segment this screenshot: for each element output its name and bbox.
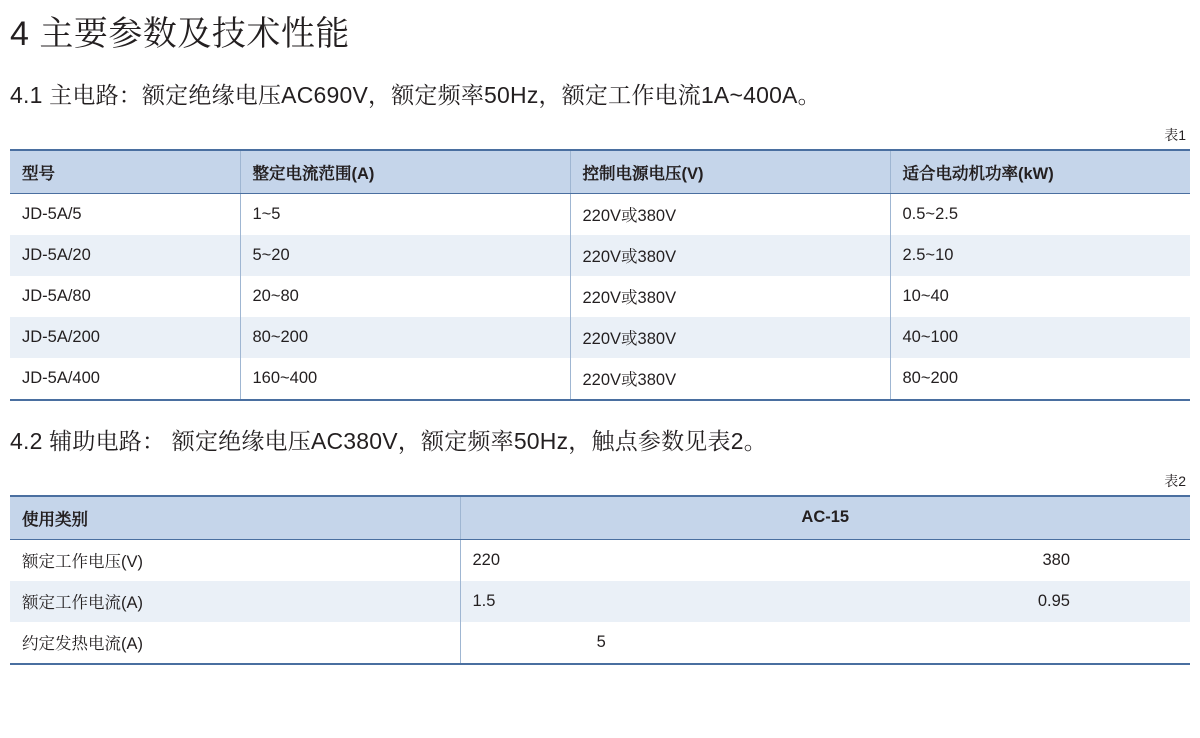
document-page (0, 14, 1200, 738)
table-row (10, 581, 1190, 622)
table1-cell-model: JD-5A/200 (10, 317, 240, 358)
table-row (10, 235, 1190, 276)
table1-header-cell: 控制电源电压(V) (570, 150, 890, 194)
table1-cell-model: JD-5A/20 (10, 235, 240, 276)
table2-cell-label: 额定工作电压(V) (10, 539, 460, 581)
table2-value-single: 5 (596, 632, 606, 651)
table1-cell-current-range: 5~20 (240, 235, 570, 276)
table2-value-left: 220 (472, 550, 501, 569)
table2-cell-label: 约定发热电流(A) (10, 622, 460, 664)
table1-cell-model: JD-5A/5 (10, 193, 240, 235)
table2-header-row (10, 496, 1190, 540)
table1-cell-current-range: 160~400 (240, 358, 570, 400)
page-title: 4 主要参数及技术性能 (10, 15, 350, 53)
table1-cell-motor-power: 10~40 (890, 276, 1190, 317)
table1-cell-control-voltage: 220V或380V (570, 358, 890, 400)
table-row (10, 539, 1190, 581)
table1-cell-control-voltage: 220V或380V (570, 276, 890, 317)
table1-header-cell: 适合电动机功率(kW) (890, 150, 1190, 194)
section-4-1-text: 4.1 主电路：额定绝缘电压AC690V，额定频率50Hz，额定工作电流1A~400A。 (10, 81, 821, 108)
table2-value-right: 0.95 (1037, 591, 1070, 610)
table1-header-cell: 型号 (10, 150, 240, 194)
table1-cell-model: JD-5A/80 (10, 276, 240, 317)
table-row (10, 622, 1190, 664)
table1-header-cell: 整定电流范围(A) (240, 150, 570, 194)
table1-cell-control-voltage: 220V或380V (570, 193, 890, 235)
table1-cell-motor-power: 80~200 (890, 358, 1190, 400)
table2-cell-values (460, 622, 1190, 664)
table1-cell-current-range: 20~80 (240, 276, 570, 317)
table2-header-cell-category: 使用类别 (10, 496, 460, 540)
table1-cell-current-range: 1~5 (240, 193, 570, 235)
table2-caption: 表2 (1164, 472, 1186, 489)
table1-cell-motor-power: 0.5~2.5 (890, 193, 1190, 235)
table1-header-row (10, 150, 1190, 194)
table1-cell-model: JD-5A/400 (10, 358, 240, 400)
parameters-table-1 (10, 149, 1190, 401)
table1-cell-control-voltage: 220V或380V (570, 317, 890, 358)
table2-value-left: 1.5 (472, 591, 496, 610)
table1-cell-motor-power: 40~100 (890, 317, 1190, 358)
table2-cell-label: 额定工作电流(A) (10, 581, 460, 622)
table1-cell-motor-power: 2.5~10 (890, 235, 1190, 276)
table1-cell-current-range: 80~200 (240, 317, 570, 358)
parameters-table-2 (10, 495, 1190, 665)
table2-cell-values (460, 581, 1190, 622)
table-row (10, 317, 1190, 358)
table-row (10, 276, 1190, 317)
section-4-2-text: 4.2 辅助电路： 额定绝缘电压AC380V，额定频率50Hz，触点参数见表2。 (10, 427, 767, 454)
table1-cell-control-voltage: 220V或380V (570, 235, 890, 276)
table-row (10, 193, 1190, 235)
table1-caption: 表1 (1164, 126, 1186, 143)
table2-value-right: 380 (1042, 550, 1070, 569)
table-row (10, 358, 1190, 400)
table2-cell-values (460, 539, 1190, 581)
table2-header-cell-ac15: AC-15 (460, 496, 1190, 540)
